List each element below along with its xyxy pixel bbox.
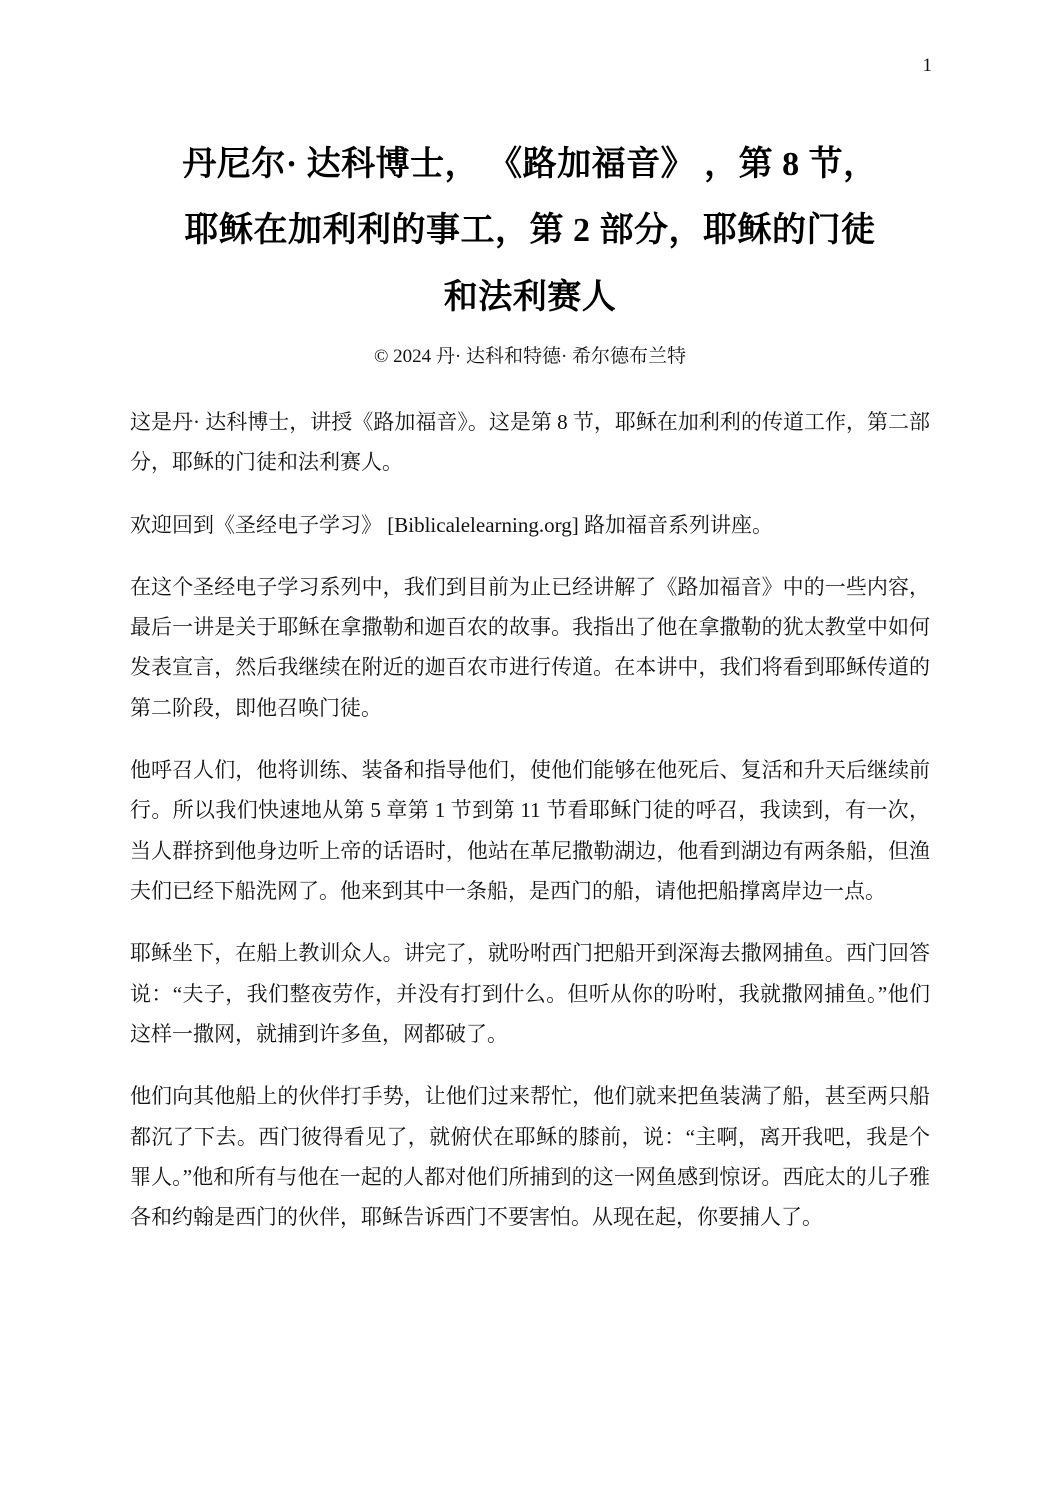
paragraph-calling-disciples: 他呼召人们，他将训练、装备和指导他们，使他们能够在他死后、复活和升天后继续前行。所以我们快速地从第 5 章第 1 节到第 11 节看耶稣门徒的呼召，我读到，有一次，当人群挤到他身边听上帝的话语时，他站在革尼撒勒湖边，他看到湖边有两条船，但渔夫们已经下船洗网了。他来到其中一条船，是西门的船，请他把船撑离岸边一点。	[130, 758, 930, 904]
paragraph-boat-teaching: 耶稣坐下，在船上教训众人。讲完了，就吩咐西门把船开到深海去撒网捕鱼。西门回答说：“夫子，我们整夜劳作，并没有打到什么。但听从你的吩咐，我就撒网捕鱼。”他们这样一撒网，就捕到许多鱼，网都破了。	[130, 941, 930, 1046]
paragraph-series-recap: 在这个圣经电子学习系列中，我们到目前为止已经讲解了《路加福音》中的一些内容，最后一讲是关于耶稣在拿撒勒和迦百农的故事。我指出了他在拿撒勒的犹太教堂中如何发表宣言，然后我继续在附近的迦百农市进行传道。在本讲中，我们将看到耶稣传道的第二阶段，即他召唤门徒。	[130, 574, 930, 720]
title-line-1: 丹尼尔· 达科博士， 《路加福音》 ，第 8 节，	[182, 146, 878, 183]
title-line-3: 和法利赛人	[443, 278, 617, 316]
paragraph-welcome: 欢迎回到《圣经电子学习》 [Biblicalelearning.org] 路加福音系列讲座。	[130, 512, 773, 537]
document-title	[130, 132, 930, 331]
copyright-line: © 2024 丹· 达科和特德· 希尔德布兰特	[373, 345, 687, 367]
title-line-2: 耶稣在加利利的事工，第 2 部分，耶稣的门徒	[184, 212, 876, 250]
document-body	[130, 402, 930, 1238]
paragraph-catch-of-fish: 他们向其他船上的伙伴打手势，让他们过来帮忙，他们就来把鱼装满了船，甚至两只船都沉了下去。西门彼得看见了，就俯伏在耶稣的膝前，说：“主啊，离开我吧，我是个罪人。”他和所有与他在一起的人都对他们所捕到的这一网鱼感到惊讶。西庇太的儿子雅各和约翰是西门的伙伴，耶稣告诉西门不要害怕。从现在起，你要捕人了。	[130, 1084, 930, 1230]
page-number: 1	[922, 55, 932, 76]
paragraph-intro: 这是丹· 达科博士，讲授《路加福音》。这是第 8 节，耶稣在加利利的传道工作，第二部分，耶稣的门徒和法利赛人。	[130, 409, 930, 475]
